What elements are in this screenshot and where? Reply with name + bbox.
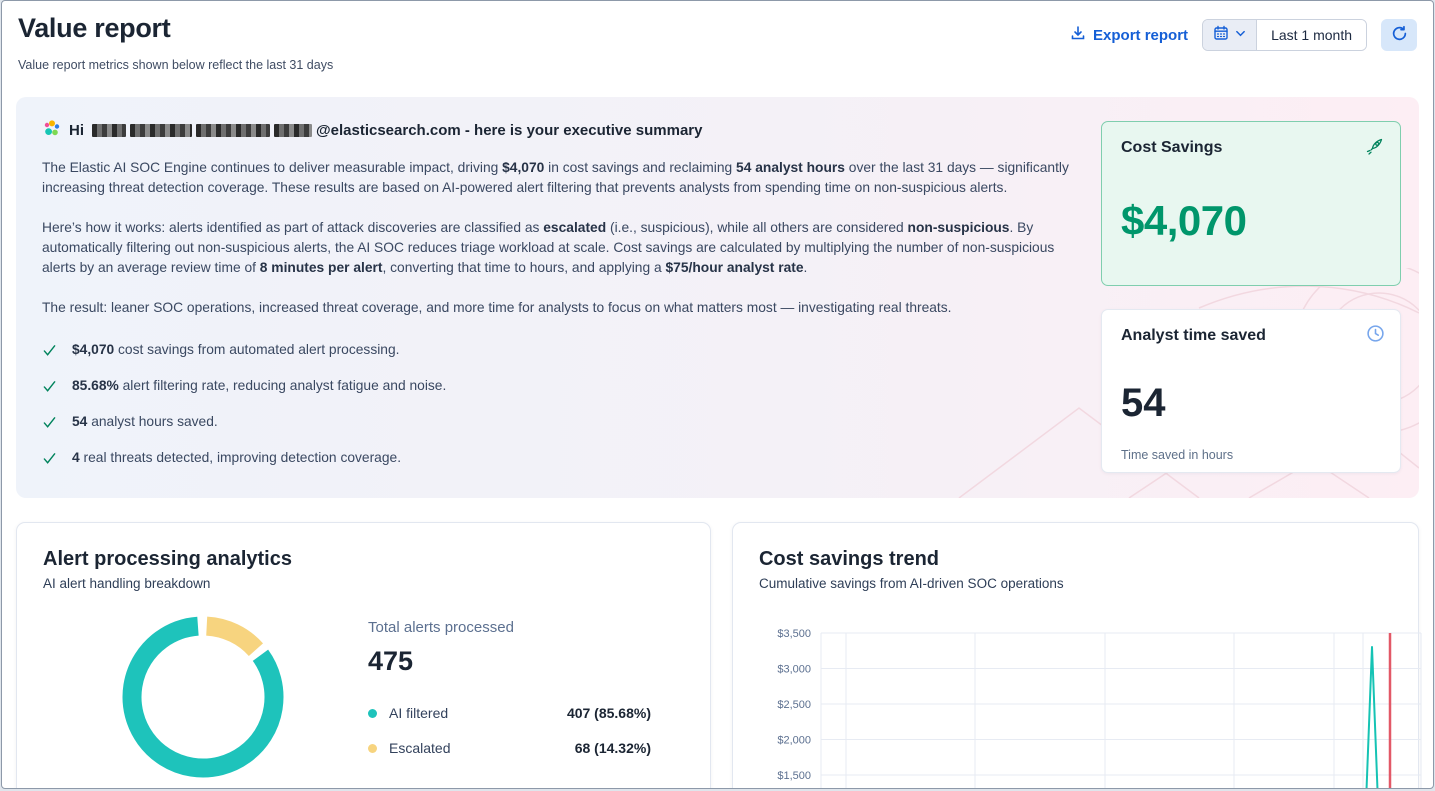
bullet-text: 54 analyst hours saved.: [72, 414, 218, 429]
check-icon: [42, 451, 57, 469]
summary-cards-column: [1101, 121, 1401, 473]
summary-bullet: [42, 414, 1090, 433]
summary-text-column: [42, 119, 1090, 486]
summary-bullet: [42, 342, 1090, 361]
bullet-text: $4,070 cost savings from automated alert processing.: [72, 342, 400, 357]
refresh-icon: [1391, 25, 1408, 45]
check-icon: [42, 415, 57, 433]
calendar-icon: [1213, 25, 1229, 46]
header-controls: [1070, 19, 1417, 51]
time-saved-card: [1101, 309, 1401, 473]
page-title: Value report: [18, 13, 171, 43]
page-header: [2, 1, 1433, 89]
summary-bullet: [42, 378, 1090, 397]
date-range-value[interactable]: Last 1 month: [1257, 20, 1366, 50]
executive-summary-panel: [16, 97, 1419, 498]
cost-trend-title: Cost savings trend: [758, 548, 940, 570]
legend-item-escalated[interactable]: [368, 740, 651, 756]
value-report-page: [1, 0, 1434, 789]
summary-bullets: [42, 342, 1090, 469]
clock-icon: [1366, 324, 1385, 348]
cost-trend-chart: [733, 523, 1422, 789]
header-left: [18, 13, 333, 72]
cost-trend-panel: [732, 522, 1419, 789]
legend-item-ai-filtered[interactable]: [368, 705, 651, 721]
export-report-button[interactable]: [1070, 25, 1188, 45]
summary-greeting: [42, 119, 1090, 142]
bottom-panels-row: [16, 522, 1419, 789]
page-subtitle: Value report metrics shown below reflect the last 31 days: [18, 58, 334, 72]
legend-label: AI filtered: [389, 705, 449, 721]
summary-paragraph: The result: leaner SOC operations, increased threat coverage, and more time for analysts to focus on what matters most — investigating real threats.: [42, 300, 952, 315]
legend-value: 68 (14.32%): [574, 740, 651, 756]
time-saved-value: 54: [1121, 381, 1166, 425]
alert-analytics-subtitle: AI alert handling breakdown: [43, 576, 211, 591]
legend-value: 407 (85.68%): [566, 705, 651, 721]
summary-bullet: [42, 450, 1090, 469]
greeting-prefix: Hi: [69, 122, 84, 139]
ai-assistant-icon: [42, 119, 61, 142]
bullet-text: 4 real threats detected, improving detection coverage.: [72, 450, 402, 465]
total-alerts-label: Total alerts processed: [368, 619, 514, 636]
yellow-dot-icon: [368, 744, 377, 753]
teal-dot-icon: [368, 709, 377, 718]
check-icon: [42, 343, 57, 361]
time-saved-title: Analyst time saved: [1121, 327, 1266, 344]
export-report-label: Export report: [1093, 26, 1189, 44]
cost-savings-title: Cost Savings: [1121, 139, 1223, 156]
summary-paragraph: Here’s how it works: alerts identified as part of attack discoveries are classified as escalated (i.e., suspicious), while all others are considered non-suspicious. By automatically filtering out non-suspicious alerts, the AI SOC reduces triage workload at scale. Cost savings are calculated by multiplying the number of non-suspicious alerts by an average review time of 8 minutes per alert, converting that time to hours, and applying a $75/hour analyst rate.: [42, 220, 1055, 275]
check-icon: [42, 379, 57, 397]
cost-trend-subtitle: Cumulative savings from AI-driven SOC operations: [758, 576, 1064, 591]
rocket-icon: [1365, 136, 1385, 161]
refresh-button[interactable]: [1381, 19, 1417, 51]
chevron-down-icon: [1235, 26, 1246, 44]
y-tick: $2,000: [777, 734, 811, 747]
date-picker-quick-menu[interactable]: [1203, 20, 1257, 50]
time-saved-caption: Time saved in hours: [1121, 448, 1234, 462]
greeting-suffix: @elasticsearch.com - here is your executive summary: [316, 122, 703, 139]
donut-legend: [368, 705, 651, 756]
download-icon: [1070, 25, 1086, 45]
alerts-donut-chart: [122, 616, 284, 783]
bullet-text: 85.68% alert filtering rate, reducing analyst fatigue and noise.: [72, 378, 447, 393]
legend-label: Escalated: [389, 740, 451, 756]
y-tick: $1,500: [777, 770, 811, 782]
alert-analytics-panel: [16, 522, 711, 789]
y-tick: $3,000: [777, 663, 811, 676]
date-range-picker: [1202, 19, 1367, 51]
y-tick: $3,500: [777, 628, 811, 640]
total-alerts-value: 475: [368, 646, 414, 676]
redacted-name: [92, 124, 312, 137]
alert-analytics-title: Alert processing analytics: [43, 548, 292, 570]
cost-savings-value: $4,070: [1121, 197, 1247, 244]
alerts-stats-block: [368, 619, 651, 775]
summary-paragraph: The Elastic AI SOC Engine continues to deliver measurable impact, driving $4,070 in cost savings and reclaiming 54 analyst hours over the last 31 days — significantly increasing threat detection coverage. These results are based on AI-powered alert filtering that prevents analysts from spending time on non-suspicious alerts.: [42, 160, 1069, 195]
y-tick: $2,500: [777, 699, 811, 711]
cost-savings-card: [1101, 121, 1401, 286]
